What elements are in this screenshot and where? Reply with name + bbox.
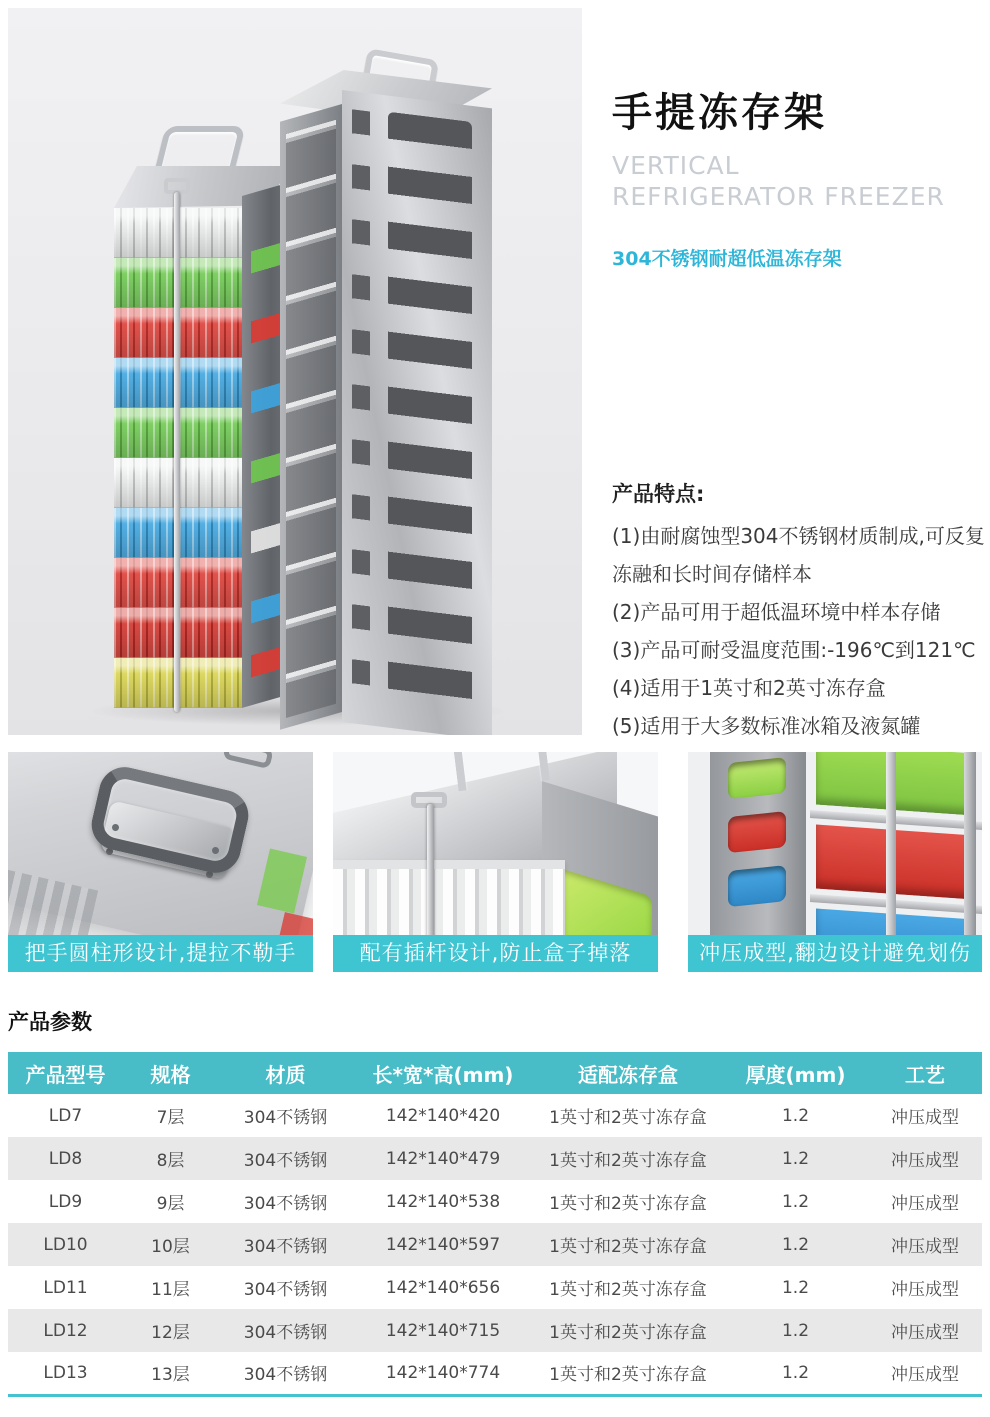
stamped-slots-wide <box>388 112 472 722</box>
spec-cell: 1英寸和2英寸冻存盒 <box>549 1194 707 1214</box>
table-row <box>8 1266 982 1309</box>
page-title: 手提冻存架 <box>612 90 827 136</box>
stamped-side-panel <box>710 752 806 950</box>
spec-cell: 12层 <box>123 1309 218 1352</box>
stamped-slot-red <box>728 811 786 853</box>
gallery-caption: 把手圆柱形设计,提拉不勒手 <box>8 935 313 972</box>
column-header: 厚度(mm) <box>723 1052 868 1094</box>
spec-cell: 142*140*774 <box>385 1362 501 1383</box>
spec-cell: 11层 <box>151 1280 190 1300</box>
spec-cell: LD11 <box>43 1277 88 1298</box>
column-header: 产品型号 <box>8 1052 123 1094</box>
spec-cell: 冲压成型 <box>868 1309 982 1352</box>
spec-cell: LD12 <box>8 1309 123 1352</box>
spec-cell: 1.2 <box>723 1137 868 1180</box>
spec-cell: 8层 <box>123 1137 218 1180</box>
spec-cell: 10层 <box>123 1223 218 1266</box>
gallery-caption: 冲压成型,翻边设计避免划伤 <box>688 935 982 972</box>
spec-cell: 1.2 <box>781 1191 810 1212</box>
spec-cell: 304不锈钢 <box>243 1365 328 1386</box>
column-header: 材质 <box>218 1052 353 1094</box>
stamped-slot-green <box>728 757 786 799</box>
spec-cell: 142*140*656 <box>385 1277 501 1298</box>
table-row <box>8 1180 982 1223</box>
spec-cell: 冲压成型 <box>891 1365 959 1386</box>
corner-post <box>964 752 976 954</box>
table-row <box>8 1223 982 1266</box>
column-header: 规格 <box>123 1052 218 1094</box>
stamped-slot-blue <box>728 865 786 907</box>
product-tagline: 304不锈钢耐超低温冻存架 <box>612 248 842 270</box>
wire-handle-icon <box>154 126 245 172</box>
hero-text-block <box>612 90 987 271</box>
column-header: 长*宽*高(mm) <box>353 1052 533 1094</box>
spec-cell: 142*140*479 <box>353 1137 533 1180</box>
spec-cell: LD9 <box>48 1191 83 1212</box>
shelf-edges <box>286 120 336 718</box>
spec-cell: 1.2 <box>781 1362 810 1383</box>
features-block <box>612 478 988 745</box>
table-row <box>8 1094 982 1137</box>
spec-cell: 142*140*538 <box>385 1191 501 1212</box>
feature-item: (1)由耐腐蚀型304不锈钢材质制成,可反复冻融和长时间存储样本 <box>612 524 985 586</box>
spec-cell: 9层 <box>156 1194 185 1214</box>
main-product-photo <box>8 8 582 735</box>
table-row <box>8 1137 982 1180</box>
gallery-caption: 配有插杆设计,防止盒子掉落 <box>333 935 658 972</box>
features-heading: 产品特点: <box>612 482 705 506</box>
spec-cell: 142*140*715 <box>353 1309 533 1352</box>
stamped-slots-narrow <box>352 109 370 709</box>
locking-rod <box>174 192 180 712</box>
spec-cell: 142*140*420 <box>385 1105 501 1126</box>
subtitle-line-1: VERTICAL <box>612 151 740 180</box>
spec-cell: 304不锈钢 <box>243 1108 328 1128</box>
spec-cell: LD10 <box>8 1223 123 1266</box>
spec-cell: 304不锈钢 <box>243 1280 328 1300</box>
spec-cell: 冲压成型 <box>891 1108 959 1128</box>
spec-cell: 1英寸和2英寸冻存盒 <box>533 1309 723 1352</box>
spec-cell: 1.2 <box>723 1223 868 1266</box>
spec-cell: 冲压成型 <box>868 1223 982 1266</box>
spec-cell: 冲压成型 <box>891 1194 959 1214</box>
spec-cell: 13层 <box>151 1365 190 1386</box>
spec-cell: 304不锈钢 <box>218 1309 353 1352</box>
spec-cell: 142*140*597 <box>353 1223 533 1266</box>
spec-table <box>8 1052 982 1397</box>
spec-cell: 7层 <box>156 1108 185 1128</box>
spec-cell: 1英寸和2英寸冻存盒 <box>549 1108 707 1128</box>
gallery-image-handle <box>8 752 313 972</box>
feature-item: (5)适用于大多数标准冰箱及液氮罐 <box>612 714 921 738</box>
gallery-image-rod <box>333 752 658 972</box>
table-header-row <box>8 1052 982 1094</box>
spec-cell: 1英寸和2英寸冻存盒 <box>533 1223 723 1266</box>
spec-cell: 1.2 <box>781 1105 810 1126</box>
column-header: 工艺 <box>868 1052 982 1094</box>
spec-cell: 1英寸和2英寸冻存盒 <box>549 1280 707 1300</box>
spec-cell: 1.2 <box>781 1277 810 1298</box>
filled-freezer-rack-image <box>114 166 290 718</box>
spec-cell: 1.2 <box>723 1309 868 1352</box>
spec-cell: 1英寸和2英寸冻存盒 <box>533 1137 723 1180</box>
column-header: 适配冻存盒 <box>533 1052 723 1094</box>
spec-cell: 1英寸和2英寸冻存盒 <box>549 1365 707 1386</box>
spec-cell: LD7 <box>48 1105 83 1126</box>
table-row <box>8 1309 982 1352</box>
spec-cell: 冲压成型 <box>868 1137 982 1180</box>
subtitle-line-2: REFRIGERATOR FREEZER <box>612 182 945 211</box>
feature-item: (3)产品可耐受温度范围:-196℃到121℃ <box>612 638 976 662</box>
corner-post <box>886 752 896 954</box>
spec-cell: LD13 <box>43 1362 88 1383</box>
side-box-tabs <box>251 185 281 706</box>
white-tube-box <box>333 860 565 944</box>
spec-cell: 304不锈钢 <box>218 1223 353 1266</box>
spec-cell: 304不锈钢 <box>218 1137 353 1180</box>
table-row <box>8 1352 982 1395</box>
rack-open-face <box>280 104 342 730</box>
gallery-image-stamped-side <box>688 752 982 972</box>
spec-cell: 冲压成型 <box>891 1280 959 1300</box>
feature-item: (4)适用于1英寸和2英寸冻存盒 <box>612 676 886 700</box>
subtitle-english <box>612 150 987 212</box>
spec-cell: LD8 <box>8 1137 123 1180</box>
rack-slotted-face <box>342 90 492 735</box>
feature-item: (2)产品可用于超低温环境中样本存储 <box>612 600 941 624</box>
specs-section-heading: 产品参数 <box>8 1010 92 1034</box>
empty-freezer-rack-image <box>280 68 492 728</box>
spec-cell: 304不锈钢 <box>243 1194 328 1214</box>
